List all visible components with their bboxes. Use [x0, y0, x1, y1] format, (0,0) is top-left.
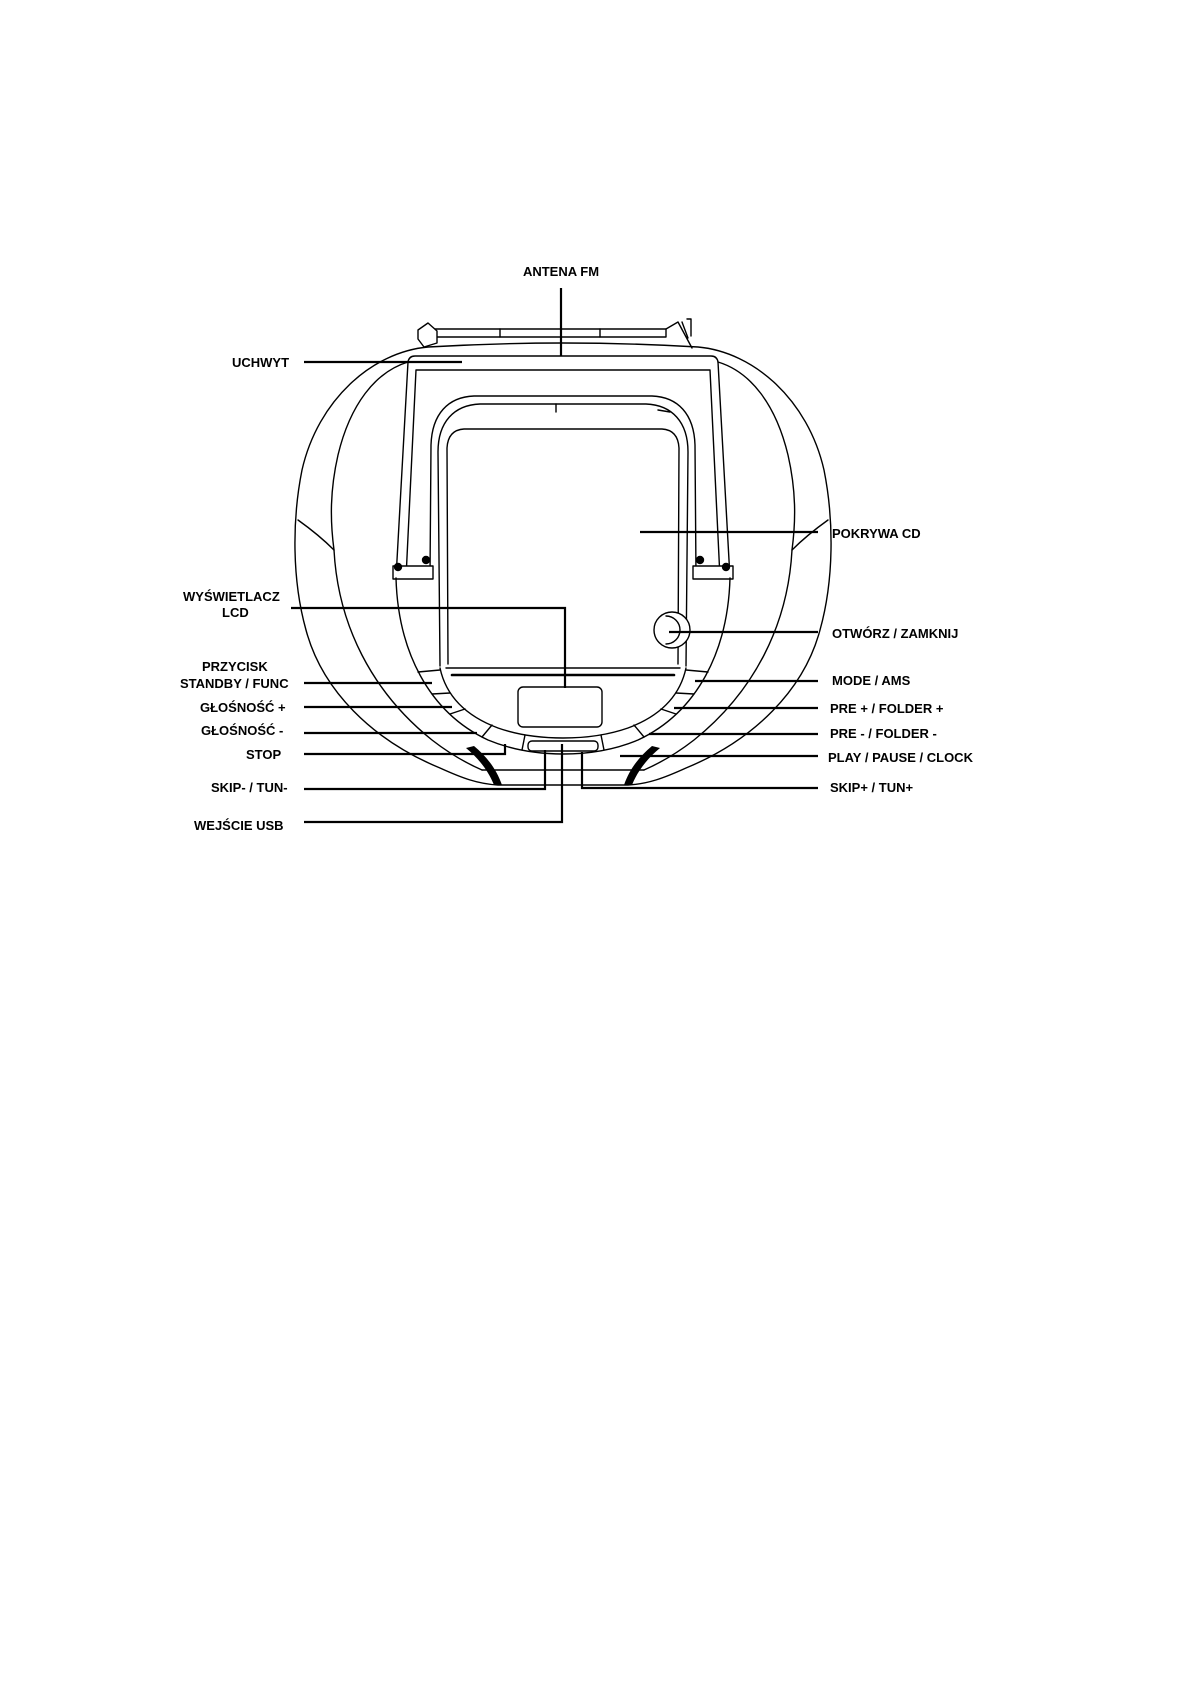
- open-close-button: [654, 612, 690, 648]
- pivot-screw: [422, 556, 430, 564]
- pivot-screw: [722, 563, 730, 571]
- cd-lid: [438, 404, 688, 675]
- stop-label: STOP: [246, 747, 282, 762]
- skip-back-label: SKIP- / TUN-: [211, 780, 288, 795]
- control-panel: [396, 578, 730, 754]
- handle-outer-edge: [396, 356, 730, 578]
- preset-down-button-edge: [661, 709, 676, 714]
- standby-label-line-1: PRZYCISK: [202, 659, 268, 674]
- volume-up-button-edge: [432, 693, 450, 694]
- standby-label-line-2: STANDBY / FUNC: [180, 676, 289, 691]
- cd-lid-panel: [447, 429, 679, 664]
- open-close-label: OTWÓRZ / ZAMKNIJ: [832, 626, 959, 641]
- volume-up-label: GŁOŚNOŚĆ +: [200, 700, 286, 715]
- play-label: PLAY / PAUSE / CLOCK: [828, 750, 973, 765]
- lcd-label-line-2: LCD: [222, 605, 249, 620]
- cd-lid-rim: [438, 404, 688, 666]
- preset-up-label: PRE + / FOLDER +: [830, 701, 944, 716]
- antenna-rod: [430, 329, 666, 337]
- skip-forward-label: SKIP+ / TUN+: [830, 780, 914, 795]
- skip-forward-button-edge: [601, 735, 604, 750]
- antenna-hinge: [418, 323, 437, 347]
- body-right-seam: [792, 520, 828, 550]
- volume-down-button-edge: [450, 709, 465, 714]
- body-right-upper-band: [718, 362, 795, 550]
- play-button-edge: [634, 725, 644, 737]
- stop-button-edge: [482, 725, 492, 737]
- standby-button-edge: [418, 670, 440, 672]
- pivot-screw: [394, 563, 402, 571]
- usb-label: WEJŚCIE USB: [194, 818, 284, 833]
- handle-label: UCHWYT: [232, 355, 290, 370]
- handle-inner-opening: [430, 396, 696, 576]
- body-left-upper-band: [331, 362, 408, 550]
- lcd-display-window: [518, 687, 602, 727]
- pivot-screw: [696, 556, 704, 564]
- mode-button-edge: [686, 670, 708, 672]
- antenna-tip-bracket: [666, 319, 692, 348]
- body-right-lower-band: [644, 550, 792, 770]
- skip-back-button-edge: [522, 735, 525, 750]
- boombox-illustration: [295, 319, 831, 785]
- body-left-seam: [298, 520, 334, 550]
- cd-lid-label: POKRYWA CD: [832, 526, 921, 541]
- body-left-lower-band: [334, 550, 482, 770]
- antenna-label: ANTENA FM: [522, 264, 600, 279]
- volume-down-label: GŁOŚNOŚĆ -: [201, 723, 284, 738]
- carry-handle: [393, 356, 733, 579]
- mode-label: MODE / AMS: [832, 673, 911, 688]
- preset-down-label: PRE - / FOLDER -: [830, 726, 937, 741]
- usb-leader-line: [304, 744, 562, 822]
- preset-up-button-edge: [676, 693, 694, 694]
- lcd-label-line-1: WYŚWIETLACZ: [183, 589, 280, 604]
